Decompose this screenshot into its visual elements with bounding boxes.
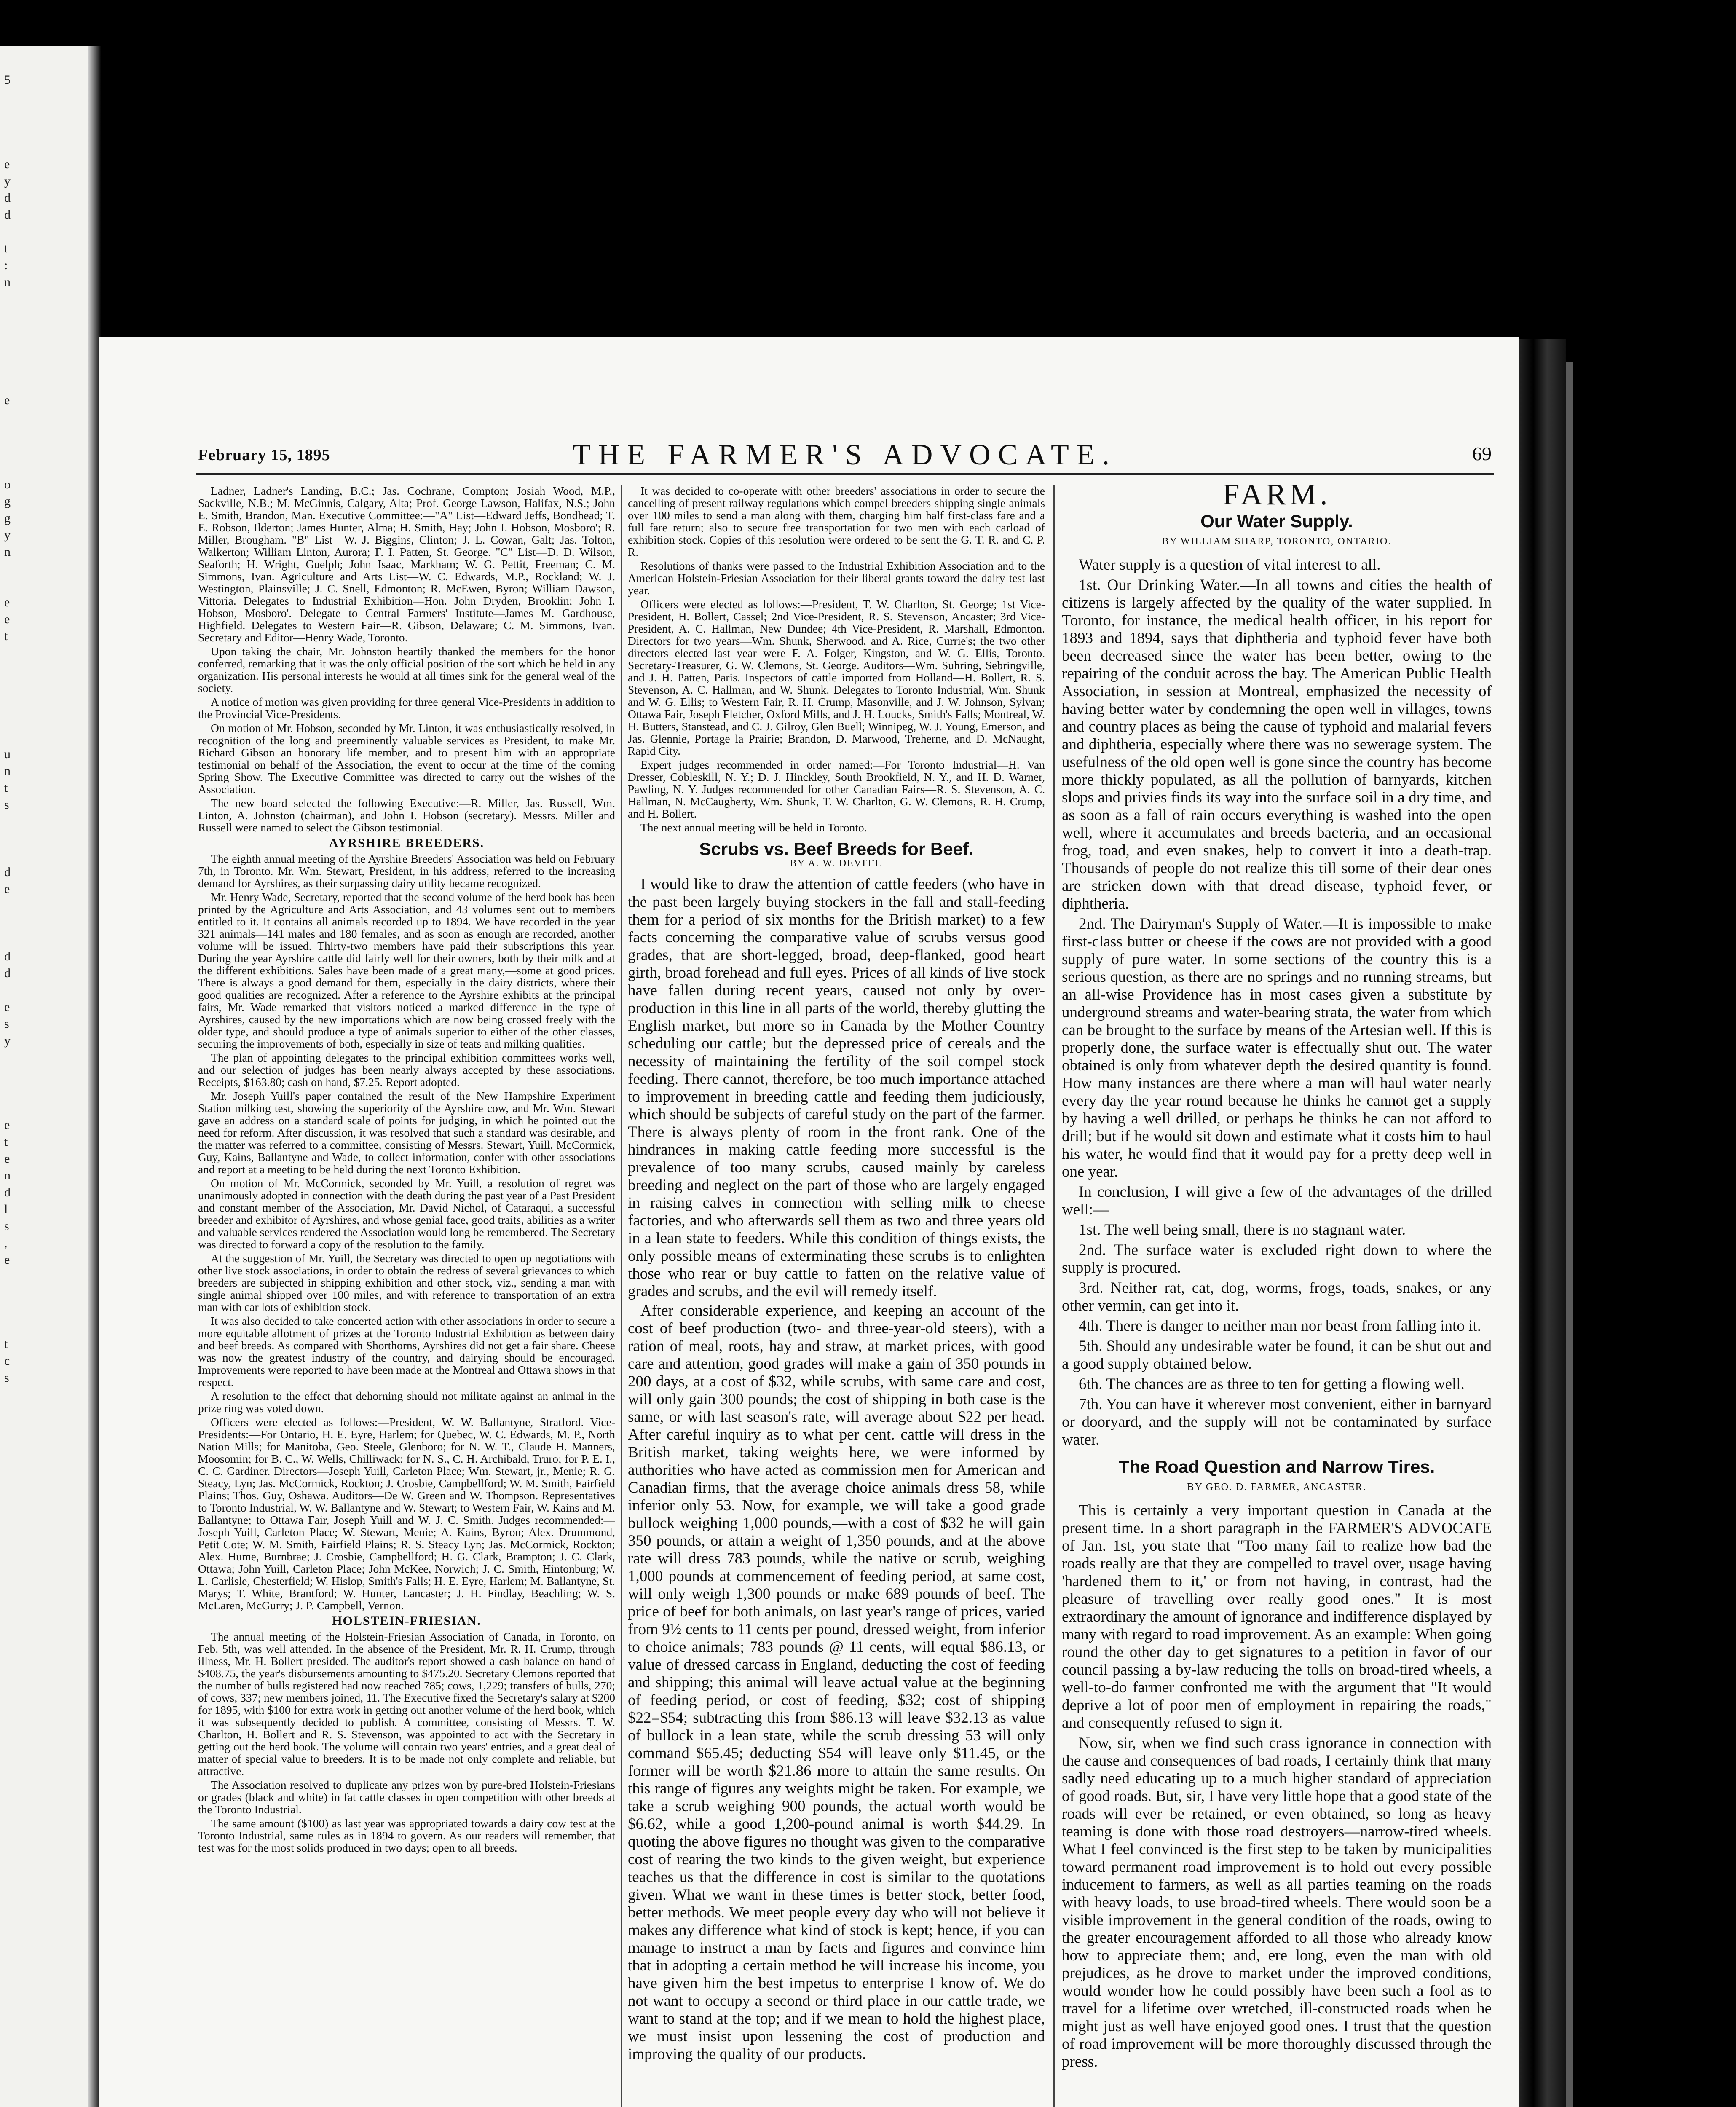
article-byline: BY A. W. DEVITT. <box>790 858 883 869</box>
paragraph: The Association resolved to duplicate any prizes won by pure-bred Holstein-Friesians or grades (black and white) in fat cattle classes in open competition with other breeds at the Toronto Industrial. <box>198 1778 615 1816</box>
paragraph: The eighth annual meeting of the Ayrshire Breeders' Association was held on February 7th, in Toronto. Mr. Wm. Stewart, President, in his address, referred to the increasing demand for Ayrshires, as their surpassing dairy utility became recognized. <box>198 852 615 890</box>
list-item: 1st. The well being small, there is no stagnant water. <box>1079 1221 1406 1238</box>
book-spine <box>1519 339 1566 2107</box>
list-item: 6th. The chances are as three to ten for getting a flowing well. <box>1079 1375 1465 1393</box>
header-rule <box>196 473 1494 475</box>
paragraph: It was decided to co-operate with other breeders' associations in order to secure the cancelling of present railway regulations which compel breeders shipping single animals over 100 miles to send a man along with them, charging him half first-class fare and a full fare return; also to secure free transportation for two men with each carload of exhibition stock. Copies of this resolution were ordered to be sent the G. T. R. and C. P. R. <box>628 485 1045 558</box>
page-number: 69 <box>1472 443 1492 464</box>
article-title-scrubs: Scrubs vs. Beef Breeds for Beef. <box>699 839 974 859</box>
list-item: 4th. There is danger to neither man nor beast from falling into it. <box>1079 1317 1481 1335</box>
paragraph: At the suggestion of Mr. Yuill, the Secretary was directed to open up negotiations with other live stock associations, in order to obtain the redress of several grievances to which breeders are subjected in shipping exhibition and other stock, viz., sending a man with single animal shipped over 100 miles, and with reference to transportation of an extra man with car lots of exhibition stock. <box>198 1252 615 1314</box>
article-title-water-supply: Our Water Supply. <box>1200 511 1353 531</box>
list-item: 7th. You can have it wherever most convenient, either in barnyard or dooryard, and the supply will not be contaminated by surface water. <box>1062 1396 1492 1448</box>
section-heading-farm: FARM. <box>1222 485 1331 511</box>
column-rule <box>1053 485 1055 2107</box>
paragraph: After considerable experience, and keeping an account of the cost of beef production (two- and three-year-old steers), with a ration of meal, roots, hay and straw, at market prices, with good care and attention, good grades will make a gain of 350 pounds in 200 days, at a cost of $32, while scrubs, with same care and cost, will only gain 300 pounds; the cost of shipping in both case is the same, or with last season's rate, will average about $22 per head. After careful inquiry as to what per cent. cattle will dress in the British market, taking weights here, we were informed by authorities who have acted as commission men for American and Canadian firms, that the average choice animals dress 58, while inferior only 53. Now, for example, we will take a good grade bullock weighing 1,000 pounds,—with a cost of $32 he will gain 350 pounds, or attain a weight of 1,350 pounds, and at the above rate will dress 783 pounds, while the native or scrub, weighing 1,000 pounds at commencement of feeding period, at same cost, will only weigh 1,300 pounds or make 689 pounds of beef. The price of beef for both animals, on last year's range of prices, varied from 9½ cents to 11 cents per pound, dressed weight, from inferior to choice animals; 783 pounds @ 11 cents, will equal $86.13, or value of dressed carcass in England, deducting the cost of feeding and shipping; this animal will leave actual value at the beginning of feeding period, or cost of feeding, $32; cost of shipping $22=$54; subtracting this from $86.13 will leave $32.13 as value of bullock in a lean state, while the scrub dressing 53 will only command $65.45; deducting $54 will leave only $11.45, or the former will be worth $21.86 more to attain the same results. On this range of figures any weights might be taken. For example, we take a scrub weighing 900 pounds, the actual worth would be $6.62, while a good 1,200-pound animal is worth $44.29. In quoting the above figures no thought was given to the comparative cost of rearing the two kinds to the given weight, but experience teaches us that the difference in cost is similar to the quotations given. What we want in these times is better stock, better food, better methods. We meet people every day who will not believe it makes any difference what kind of stock is kept; hence, if you can manage to instruct a man by facts and figures and convince him that in adopting a certain method he will increase his income, you have given him the best impetus to enterprise I know of. We do not want to occupy a second or third place in our cattle trade, we want to stand at the top; and if we mean to hold the highest place, we must insist upon lessening the cost of production and improving the quality of our products. <box>628 1302 1045 2063</box>
running-head <box>198 438 1492 472</box>
column-3 <box>1062 485 1492 2107</box>
article-byline: BY GEO. D. FARMER, ANCASTER. <box>1187 1482 1366 1493</box>
paragraph: On motion of Mr. McCormick, seconded by Mr. Yuill, a resolution of regret was unanimously adopted in connection with the death during the past year of a Past President and constant member of the Association, Mr. David Nichol, of Cataraqui, a successful breeder and exhibitor of Ayrshires, and whose genial face, good traits, abilities as a writer and valuable services rendered the Association would long be remembered. The Secretary was directed to forward a copy of the resolution to the family. <box>198 1177 615 1251</box>
paragraph: The new board selected the following Executive:—R. Miller, Jas. Russell, Wm. Linton, A. Johnston (chairman), and John I. Hobson (secretary). Messrs. Miller and Russell were named to select the Gibson testimonial. <box>198 796 615 834</box>
column-rule <box>621 485 622 2107</box>
paragraph: A resolution to the effect that dehorning should not militate against an animal in the prize ring was voted down. <box>198 1389 615 1415</box>
paragraph: Upon taking the chair, Mr. Johnston heartily thanked the members for the honor conferred, remarking that it was the only official position of the sort which he held in any organization. His personal interests he would at all times sink for the general weal of the society. <box>198 645 615 694</box>
paragraph: Now, sir, when we find such crass ignorance in connection with the cause and consequences of bad roads, I certainly think that many sadly need educating up to a much higher standard of appreciation of good roads. But, sir, I have very little hope that a good state of the roads will ever be retained, or even obtained, so long as heavy teaming is done with those road destroyers—narrow-tired wheels. What I feel convinced is the first step to be taken by municipalities toward permanent road improvement is to hold out every possible inducement to farmers, as well as all parties teaming on the roads with heavy loads, to use broad-tired wheels. There would soon be a visible improvement in the general condition of the roads, owing to the greater encouragement afforded to all those who already know how to appreciate them; and, ere long, even the man with old prejudices, as he drove to market under the improved conditions, would wonder how he could possibly have been such a fool as to travel for a lifetime over wretched, ill-constructed roads when he might just as well have enjoyed good ones. I trust that the question of road improvement will be more thoroughly discussed through the press. <box>1062 1734 1492 2070</box>
paragraph: The plan of appointing delegates to the principal exhibition committees works well, and our selection of judges has been nearly always accepted by these associations. Receipts, $163.80; cash on hand, $7.25. Report adopted. <box>198 1051 615 1088</box>
list-item: 2nd. The surface water is excluded right down to where the supply is procured. <box>1062 1241 1492 1276</box>
paragraph: I would like to draw the attention of cattle feeders (who have in the past been largely buying stockers in the fall and stall-feeding them for a period of six months for the British market) to a few facts concerning the comparative value of scrubs versus good grades, that are short-legged, broad, deep-flanked, good heart girth, broad forehead and full eyes. Prices of all kinds of live stock have fallen during recent years, caused not only by over-production in this line in all parts of the world, thereby glutting the English market, but more so in Canada by the Mother Country scheduling our cattle; but the depressed price of cereals and the necessity of maintaining the fertility of the soil compel stock feeding. There cannot, therefore, be too much importance attached to improvement in breeding cattle and feeding them judiciously, which should be subjects of careful study on the part of the farmer. There is always plenty of room in the front rank. One of the hindrances in making cattle feeding more successful is the prevalence of too many scrubs, caused mainly by careless breeding and neglect on the part of those who are largely engaged in raising calves in connection with selling milk to cheese factories, and who afterwards sell them as two and three years old in a lean state to feeders. While this condition of things exists, the only possible means of exterminating these scrubs is to enlighten those who rear or buy cattle to fatten on the relative value of grades and scrubs, and the evil will remedy itself. <box>628 876 1045 1300</box>
paragraph: It was also decided to take concerted action with other associations in order to secure a more equitable allotment of prizes at the Toronto Industrial Exhibition as between dairy and beef breeds. As compared with Shorthorns, Ayrshires did not get a fair share. Cheese was now the greatest industry of the country, and dairying should be encouraged. Improvements were reported to have been made at the Montreal and Ottawa shows in that respect. <box>198 1314 615 1389</box>
list-item: 3rd. Neither rat, cat, dog, worms, frogs, toads, snakes, or any other vermin, can get into it. <box>1062 1279 1492 1314</box>
paragraph: The annual meeting of the Holstein-Friesian Association of Canada, in Toronto, on Feb. 5th, was well attended. In the absence of the President, Mr. R. H. Crump, through illness, Mr. H. Bollert presided. The auditor's report showed a cash balance on hand of $408.75, the year's disbursements amounting to $475.20. Secretary Clemons reported that the number of bulls registered had now reached 785; cows, 1,229; transfers of bulls, 270; of cows, 337; new members joined, 11. The Executive fixed the Secretary's salary at $200 for 1895, with $100 for extra work in getting out another volume of the herd book, which it was subsequently decided to publish. A committee, consisting of Messrs. T. W. Charlton, H. Bollert and R. S. Stevenson, was appointed to act with the Secretary in getting out the herd book. The volume will contain two years' entries, and a great deal of matter of special value to breeders. It is to be made not only complete and reliable, but attractive. <box>198 1630 615 1777</box>
paragraph: Mr. Henry Wade, Secretary, reported that the second volume of the herd book has been printed by the Agriculture and Arts Association, and 43 volumes sent out to members entitled to it. It contains all animals recorded up to 1894. We have recorded in the year 321 animals—141 males and 180 females, and as soon as enough are recorded, another volume will be issued. Thirty-two members have paid their subscriptions this year. During the year Ayrshire cattle did fairly well for their owners, both by their milk and at the different exhibitions. Sales have been made of a great many,—some at good prices. There is always a good demand for them, especially in the dairy districts, where their good qualities are recognized. After a reference to the Ayrshire exhibits at the principal fairs, Mr. Wade remarked that visitors noticed a marked difference in the type of Ayrshires, caused by the new importations which are now being crossed freely with the older type, and should produce a type of animals superior to either of the other classes, securing the improvements of both, especially in size of teats and milking qualities. <box>198 890 615 1050</box>
paragraph: Officers were elected as follows:—President, T. W. Charlton, St. George; 1st Vice-President, H. Bollert, Cassel; 2nd Vice-President, R. S. Stevenson, Ancaster; 3rd Vice-President, A. C. Hallman, New Dundee; 4th Vice-President, R. Marshall, Edmonton. Directors for two years—Wm. Shunk, Sherwood, and A. Rice, Currie's; the two other directors elected last year were F. A. Folger, Kingston, and W. G. Ellis, Toronto. Secretary-Treasurer, G. W. Clemons, St. George. Auditors—Wm. Suhring, Sebringville, and J. H. Patten, Paris. Inspectors of cattle imported from Holland—H. Bollert, R. S. Stevenson, A. C. Hallman, and W. Shunk. Delegates to Toronto Industrial, Wm. Shunk and W. G. Ellis; to Western Fair, R. H. Crump, Masonville, and J. W. Johnson, Sylvan; Ottawa Fair, Joseph Fletcher, Oxford Mills, and J. H. Loucks, Smith's Falls; Montreal, W. H. Butters, Stanstead, and C. J. Gilroy, Glen Buell; Winnipeg, W. J. Young, Emerson, and Jas. Glennie, Portage la Prairie; Brandon, D. Marwood, Treherne, and D. McNaught, Rapid City. <box>628 598 1045 757</box>
paragraph: Ladner, Ladner's Landing, B.C.; Jas. Cochrane, Compton; Josiah Wood, M.P., Sackville, N.B.; M. McGinnis, Calgary, Alta; Prof. George Lawson, Halifax, N.S.; John E. Smith, Brandon, Man. Executive Committee:—"A" List—Edward Jeffs, Bondhead; T. E. Robson, Ilderton; James Hunter, Alma; H. Smith, Hay; John I. Hobson, Mosboro'; R. Miller, Brougham. "B" List—W. J. Biggins, Clinton; J. L. Cowan, Galt; Jas. Tolton, Walkerton; William Linton, Aurora; F. I. Patten, St. George. "C" List—D. D. Wilson, Seaforth; H. Wright, Guelph; John Isaac, Markham; W. G. Pettit, Freeman; C. M. Simmons, Ivan. Agriculture and Arts List—W. C. Edwards, M.P., Rockland; W. J. Westington, Plainsville; J. C. Snell, Edmonton; R. McEwen, Byron; William Dawson, Vittoria. Delegates to Industrial Exhibition—Hon. John Dryden, Brooklin; John I. Hobson, Mosboro'. Delegate to Central Farmers' Institute—James M. Gardhouse, Highfield. Delegates to Western Fair—R. Gibson, Delaware; C. M. Simmons, Ivan. Secretary and Editor—Henry Wade, Toronto. <box>198 485 615 644</box>
previous-page-edge <box>0 46 101 2107</box>
paragraph: 2nd. The Dairyman's Supply of Water.—It is impossible to make first-class butter or cheese if the cows are not provided with a good supply of pure water. In some sections of the country this is a serious question, as there are no springs and no running streams, but an all-wise Providence has in most cases given a substitute by underground streams and water-bearing strata, the water from which can be brought to the surface by means of the Artesian well. If this is properly done, the surface water is effectually shut out. The water obtained is only from whatever depth the desired quantity is found. How many instances are there where a man will haul water nearly every day the year round because he thinks he cannot get a supply by having a well drilled, or perhaps he thinks he can not afford to drill; but if he would sit down and estimate what it costs him to haul his water, he would find that it would pay for a pretty deep well in one year. <box>1062 915 1492 1180</box>
masthead-title: THE FARMER'S ADVOCATE. <box>572 439 1117 471</box>
article-body <box>628 876 1045 2063</box>
paragraph: The same amount ($100) as last year was appropriated towards a dairy cow test at the Toronto Industrial, same rules as in 1894 to govern. As our readers will remember, that test was for the most solids produced in two days; open to all breeds. <box>198 1817 615 1854</box>
paragraph: The next annual meeting will be held in Toronto. <box>640 821 867 834</box>
column-2 <box>628 485 1045 2107</box>
paragraph: 1st. Our Drinking Water.—In all towns and cities the health of citizens is largely affected by the quality of the water supplied. In Toronto, for instance, the medical health officer, in his report for 1893 and 1894, says that diphtheria and typhoid fever have both been decreased since the water has been better, owing to the repairing of the conduit across the bay. The American Public Health Association, in session at Montreal, emphasized the necessity of having better water by condemning the open well in villages, towns and country places as being the cause of typhoid and malarial fevers and diphtheria, especially where there was no sewerage system. The usefulness of the old open well is gone since the country has become more thickly populated, as all the pollution of barnyards, kitchen slops and privies finds its way into the surface soil in a dry time, and as soon as a fall of rain occurs everything is washed into the open well, where it accumulates and breeds bacteria, and an occasional frog, toad, and even snakes, help to convert it into a death-trap. Thousands of people do not realize this till some of their dear ones are stricken down with that dread disease, typhoid fever, or diphtheria. <box>1062 576 1492 912</box>
paragraph: A notice of motion was given providing for three general Vice-Presidents in addition to the Provincial Vice-Presidents. <box>198 695 615 721</box>
paragraph: Expert judges recommended in order named:—For Toronto Industrial—H. Van Dresser, Cobleskill, N. Y.; D. J. Hinckley, South Brookfield, N. Y., and H. D. Warner, Pawling, N. Y. Judges recommended for other Canadian Fairs—R. S. Stevenson, A. C. Hallman, N. McCaugherty, Wm. Shunk, T. W. Charlton, G. W. Clemons, R. H. Crump, and H. Bollert. <box>628 758 1045 820</box>
paragraph: Resolutions of thanks were passed to the Industrial Exhibition Association and to the American Holstein-Friesian Association for their liberal grants toward the dairy test last year. <box>628 559 1045 597</box>
previous-page-letters: 5 e y d d t : n e o g g y n e e t u n t s d e d d e s y e t e n d l s , e t c s <box>4 73 11 1385</box>
article-title-road-question: The Road Question and Narrow Tires. <box>1118 1457 1435 1477</box>
paragraph: Officers were elected as follows:—President, W. W. Ballantyne, Stratford. Vice-Presidents:—For Ontario, H. E. Eyre, Harlem; for Quebec, W. C. Edwards, M. P., North Nation Mills; for Manitoba, Geo. Steele, Glenboro; for N. W. T., Claude H. Manners, Moosomin; for B. C., W. Wells, Chilliwack; for N. S., C. H. Archibald, Truro; for P. E. I., C. C. Gardiner. Directors—Joseph Yuill, Carleton Place; Wm. Stewart, jr., Menie; R. G. Steacy, Lyn; Jas. McCormick, Rockton; J. Crosbie, Campbellford; W. M. Smith, Fairfield Plains; Thos. Guy, Oshawa. Auditors—De W. Green and W. Thompson. Representatives to Toronto Industrial, W. W. Ballantyne and W. Stewart; to Western Fair, W. Kains and M. Ballantyne; to Ottawa Fair, Joseph Yuill and W. J. C. Smith. Judges recommended:—Joseph Yuill, Carleton Place; W. Stewart, Menie; A. Kains, Byron; Alex. Drummond, Petit Cote; W. M. Smith, Fairfield Plains; R. S. Steacy Lyn; Jas. McCormick, Rockton; Alex. Hume, Burnbrae; J. Crosbie, Campbellford; H. G. Clark, Brampton; J. C. Clark, Ottawa; John Yuill, Carleton Place; John McKee, Norwich; J. C. Smith, Hintonburg; W. L. Carlisle, Chesterfield; W. Hislop, Smith's Falls; H. E. Eyre, Harlem; M. Ballantyne, St. Marys; T. White, Brantford; W. Hunter, Lancaster; J. H. Findlay, Beachling; W. S. McLaren, McGurry; J. P. Campbell, Vernon. <box>198 1415 615 1612</box>
paragraph: Mr. Joseph Yuill's paper contained the result of the New Hampshire Experiment Station milking test, showing the superiority of the Ayrshire cow, and Mr. Wm. Stewart gave an address on a standard scale of points for judging, in which he pointed out the need for reform. After discussion, it was resolved that such a standard was desirable, and the matter was referred to a committee, consisting of Messrs. Stewart, Yuill, McCormick, Guy, Kains, Ballantyne and Wade, to collect information, confer with other associations and report at a meeting to be held during the next Toronto Exhibition. <box>198 1089 615 1176</box>
paragraph: This is certainly a very important question in Canada at the present time. In a short paragraph in the FARMER'S ADVOCATE of Jan. 1st, you state that "Too many fail to realize how bad the roads really are that they are compelled to travel over, usage having 'hardened them to it,' or from not having, in contrast, had the pleasure of travelling over really good ones." It is most extraordinary the amount of ignorance and indifference displayed by many with regard to road improvement. As an example: When going round the other day to get signatures to a petition in favor of our council passing a by-law reducing the tolls on broad-tired wheels, a well-to-do farmer confronted me with the argument that "It would deprive a lot of poor men of employment in repairing the roads," and consequently refused to sign it. <box>1062 1502 1492 1732</box>
column-1 <box>198 485 615 2107</box>
subheading-holstein: HOLSTEIN-FRIESIAN. <box>332 1614 481 1628</box>
paragraph: On motion of Mr. Hobson, seconded by Mr. Linton, it was enthusiastically resolved, in recognition of the long and preeminently valuable services as President, to make Mr. Richard Gibson an honorary life member, and to present him with an appropriate testimonial on behalf of the Association, the event to occur at the time of the coming Spring Show. The Executive Committee was directed to carry out the wishes of the Association. <box>198 721 615 796</box>
book-spine-edge <box>1566 362 1573 2107</box>
issue-date: February 15, 1895 <box>198 446 330 464</box>
article-byline: BY WILLIAM SHARP, TORONTO, ONTARIO. <box>1162 536 1392 547</box>
paragraph: Water supply is a question of vital interest to all. <box>1079 556 1381 574</box>
paragraph: In conclusion, I will give a few of the advantages of the drilled well:— <box>1062 1183 1492 1218</box>
subheading-ayrshire: AYRSHIRE BREEDERS. <box>329 836 485 850</box>
list-item: 5th. Should any undesirable water be found, it can be shut out and a good supply obtained below. <box>1062 1338 1492 1372</box>
